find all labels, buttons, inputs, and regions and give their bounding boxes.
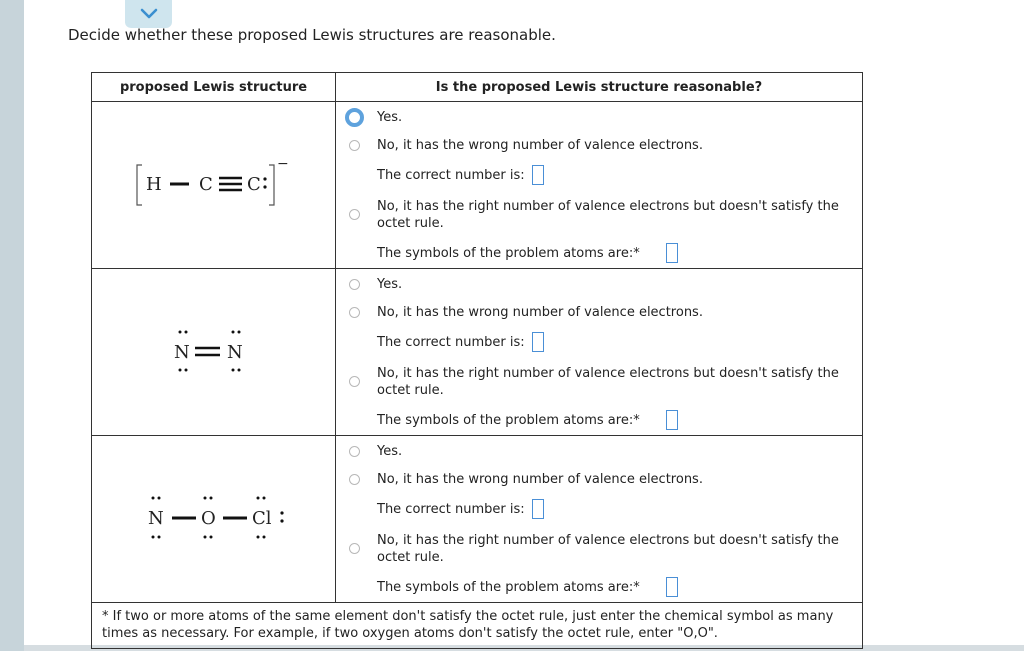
table-row [92, 102, 862, 269]
table-row [92, 269, 862, 436]
question-table [91, 72, 863, 649]
atom-n: N [148, 508, 164, 529]
atom-n: N [174, 342, 190, 363]
option-octet-label: No, it has the right number of valence electrons but doesn't satisfy the octet rule. [377, 366, 839, 398]
problem-atoms-input[interactable] [666, 243, 678, 263]
lewis-structure-3 [92, 436, 335, 603]
collapse-toggle[interactable] [125, 0, 172, 28]
problem-atoms-label: The symbols of the problem atoms are:* [377, 580, 640, 595]
atom-o: O [201, 508, 216, 529]
radio-octet[interactable] [349, 376, 360, 387]
lewis-structure-hcc-anion [92, 102, 335, 269]
correct-number-label: The correct number is: [377, 168, 525, 183]
chevron-down-icon [140, 8, 158, 20]
footnote: * If two or more atoms of the same element don't satisfy the octet rule, just enter the chemical symbol as many times as necessary. For example, if two oxygen atoms don't satisfy the octet rule, enter "O,O". [102, 609, 834, 641]
atom-n: N [227, 342, 243, 363]
col-header-reasonable: Is the proposed Lewis structure reasonable? [435, 79, 763, 95]
answer-options-3 [336, 436, 862, 603]
lewis-structure-1 [92, 102, 335, 269]
correct-number-label: The correct number is: [377, 335, 525, 350]
correct-number-input[interactable] [532, 332, 544, 352]
radio-octet[interactable] [349, 209, 360, 220]
correct-number-input[interactable] [532, 499, 544, 519]
option-yes-label: Yes. [377, 110, 403, 125]
option-yes-label: Yes. [377, 277, 403, 292]
left-rail [0, 0, 24, 651]
radio-wrong-count[interactable] [349, 140, 360, 151]
option-wrong-count-label: No, it has the wrong number of valence electrons. [377, 472, 703, 487]
atom-h: H [146, 174, 162, 195]
problem-atoms-input[interactable] [666, 577, 678, 597]
atom-c: C [247, 174, 261, 195]
option-yes-label: Yes. [377, 444, 403, 459]
problem-atoms-input[interactable] [666, 410, 678, 430]
radio-wrong-count[interactable] [349, 474, 360, 485]
problem-atoms-label: The symbols of the problem atoms are:* [377, 413, 640, 428]
lewis-structure-n2 [92, 269, 335, 436]
col-header-structure: proposed Lewis structure [119, 79, 308, 95]
radio-octet[interactable] [349, 543, 360, 554]
answer-options-1 [336, 102, 862, 269]
option-octet-label: No, it has the right number of valence electrons but doesn't satisfy the octet rule. [377, 533, 839, 565]
radio-yes[interactable] [349, 279, 360, 290]
radio-yes-selected[interactable] [345, 108, 364, 127]
question-text: Decide whether these proposed Lewis structures are reasonable. [68, 26, 556, 44]
radio-yes[interactable] [349, 446, 360, 457]
option-octet-label: No, it has the right number of valence electrons but doesn't satisfy the octet rule. [377, 199, 839, 231]
correct-number-label: The correct number is: [377, 502, 525, 517]
radio-wrong-count[interactable] [349, 307, 360, 318]
answer-options-2 [336, 269, 862, 436]
lewis-structure-nocl [92, 436, 335, 603]
correct-number-input[interactable] [532, 165, 544, 185]
atom-c: C [199, 174, 213, 195]
charge-label: − [277, 156, 289, 172]
problem-atoms-label: The symbols of the problem atoms are:* [377, 246, 640, 261]
atom-cl: Cl [252, 508, 272, 529]
option-wrong-count-label: No, it has the wrong number of valence electrons. [377, 138, 703, 153]
table-row [92, 436, 862, 603]
option-wrong-count-label: No, it has the wrong number of valence electrons. [377, 305, 703, 320]
lewis-structure-2 [92, 269, 335, 436]
